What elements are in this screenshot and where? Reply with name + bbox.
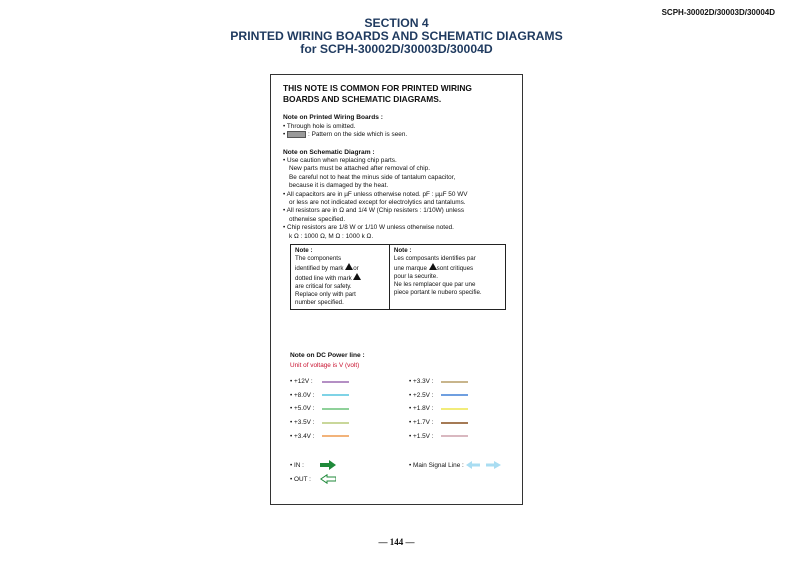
safety-note-en-line-2 xyxy=(295,263,385,273)
voltage-label: • +3.4V : xyxy=(290,432,315,440)
voltage-label: • +5.0V : xyxy=(290,405,315,413)
main-note xyxy=(283,83,515,105)
safety-note-en-line-5: Replace only with part xyxy=(295,291,356,299)
out-label: • OUT : xyxy=(290,475,311,483)
model-number-header: SCPH-30002D/30003D/30004D xyxy=(661,8,775,17)
safety-note-row xyxy=(291,245,506,310)
section-label: SECTION 4 xyxy=(364,16,429,30)
schematic-bullet-1-line-3: Be careful not to heat the minus side of tantalum capacitor, xyxy=(289,173,456,181)
schematic-bullet-1-line-1: • Use caution when replacing chip parts. xyxy=(283,157,397,164)
voltage-row xyxy=(290,429,349,443)
pwb-item-2-bullet: • xyxy=(283,131,286,139)
schematic-bullet-4-line-1: • Chip resistors are 1/8 W or 1/10 W unless otherwise noted. xyxy=(283,224,454,232)
safety-note-french xyxy=(389,245,505,310)
voltage-label: • +12V : xyxy=(290,378,313,386)
main-note-line-1: THIS NOTE IS COMMON FOR PRINTED WIRING xyxy=(283,83,472,93)
out-row xyxy=(290,472,520,486)
voltage-row xyxy=(409,375,468,389)
main-signal-line-icon xyxy=(466,460,502,470)
main-signal-line-legend xyxy=(409,458,502,472)
voltage-line-swatch xyxy=(322,422,349,424)
voltage-row xyxy=(290,402,349,416)
voltage-label: • +3.5V : xyxy=(290,419,315,427)
safety-note-english-heading: Note : xyxy=(295,247,313,255)
schematic-bullet-3-line-1: • All resistors are in Ω and 1/4 W (Chip resisters : 1/10W) unless xyxy=(283,207,465,215)
schematic-bullet-2-line-1: • All capacitors are in µF unless otherwise noted. pF : µµF 50 WV xyxy=(283,190,468,198)
pattern-swatch xyxy=(287,131,306,138)
voltage-line-swatch xyxy=(322,381,349,383)
safety-note-table xyxy=(290,244,506,310)
voltage-unit-note: Unit of voltage is V (volt) xyxy=(290,362,360,369)
safety-note-fr-line-1: Les composants identifies par xyxy=(393,255,476,263)
dc-power-heading: Note on DC Power line : xyxy=(290,352,365,359)
main-note-line-2: BOARDS AND SCHEMATIC DIAGRAMS. xyxy=(283,94,442,104)
voltage-row xyxy=(409,389,468,403)
safety-note-fr-line-2b: sont critiques xyxy=(436,265,474,273)
safety-note-fr-line-2 xyxy=(394,263,501,273)
safety-note-fr-line-4: Ne les remplacer que par une xyxy=(393,281,476,289)
schematic-bullet-4-line-2: k Ω : 1000 Ω, M Ω : 1000 k Ω. xyxy=(289,232,374,240)
schematic-bullet-2-line-2: or less are not indicated except for electrolytics and tantalums. xyxy=(289,199,466,207)
safety-note-en-line-1: The components xyxy=(295,255,342,263)
voltage-label: • +1.7V : xyxy=(409,419,434,427)
safety-note-fr-line-3: pour la securite. xyxy=(393,273,438,281)
voltage-legend-left xyxy=(290,375,349,443)
safety-note-en-line-2a: identified by mark xyxy=(295,265,344,273)
voltage-line-swatch xyxy=(441,381,468,383)
pwb-item-1: • Through hole is omitted. xyxy=(283,122,356,130)
voltage-label: • +8.0V : xyxy=(290,391,315,399)
voltage-line-swatch xyxy=(441,435,468,437)
voltage-row xyxy=(290,416,349,430)
voltage-row xyxy=(409,429,468,443)
safety-note-en-line-2b: or xyxy=(353,265,359,273)
safety-note-en-line-3a: dotted line with mark xyxy=(295,275,352,283)
warning-triangle-icon xyxy=(353,273,361,280)
safety-note-en-line-4: are critical for safety. xyxy=(295,283,352,291)
voltage-label: • +3.3V : xyxy=(409,378,434,386)
note-box-content xyxy=(283,83,515,310)
section-title xyxy=(0,17,793,56)
schematic-bullet-3-line-2: otherwise specified. xyxy=(289,215,346,223)
out-arrow-icon xyxy=(320,474,336,484)
voltage-line-swatch xyxy=(322,394,349,396)
voltage-line-swatch xyxy=(322,435,349,437)
note-box xyxy=(270,74,523,505)
schematic-bullet-1-line-4: because it is damaged by the heat. xyxy=(289,182,389,190)
safety-note-english xyxy=(291,245,390,310)
signal-direction-legend xyxy=(290,458,520,486)
main-signal-line-label: • Main Signal Line : xyxy=(409,461,464,469)
voltage-label: • +1.8V : xyxy=(409,405,434,413)
safety-note-en-line-6: number specified. xyxy=(295,299,344,307)
safety-note-en-line-3 xyxy=(295,273,385,283)
voltage-row xyxy=(409,416,468,430)
in-label: • IN : xyxy=(290,461,304,469)
page-title: PRINTED WIRING BOARDS AND SCHEMATIC DIAGRAMS xyxy=(230,29,563,43)
voltage-row xyxy=(290,375,349,389)
pwb-item-2 xyxy=(283,131,515,140)
pwb-item-2-text: : Pattern on the side which is seen. xyxy=(308,131,408,139)
safety-note-fr-line-5: piece portant le nubero specifie. xyxy=(393,289,482,297)
schematic-bullet-1-line-2: New parts must be attached after removal of chip. xyxy=(289,165,431,173)
voltage-label: • +1.5V : xyxy=(409,432,434,440)
schematic-note-heading: Note on Schematic Diagram : xyxy=(283,148,375,156)
page-number: — 144 — xyxy=(378,537,415,547)
voltage-row xyxy=(409,402,468,416)
warning-triangle-icon xyxy=(429,263,437,270)
pwb-note-heading: Note on Printed Wiring Boards : xyxy=(283,114,383,121)
voltage-label: • +2.5V : xyxy=(409,391,434,399)
dc-power-section xyxy=(290,352,520,483)
page-subtitle: for SCPH-30002D/30003D/30004D xyxy=(300,42,493,56)
voltage-line-swatch xyxy=(441,422,468,424)
voltage-line-swatch xyxy=(441,408,468,410)
voltage-line-swatch xyxy=(322,408,349,410)
voltage-line-swatch xyxy=(441,394,468,396)
safety-note-french-heading: Note : xyxy=(393,247,412,255)
voltage-legend-right xyxy=(409,375,468,443)
safety-note-fr-line-2a: une marque xyxy=(393,265,427,273)
voltage-row xyxy=(290,389,349,403)
in-arrow-icon xyxy=(320,460,336,470)
